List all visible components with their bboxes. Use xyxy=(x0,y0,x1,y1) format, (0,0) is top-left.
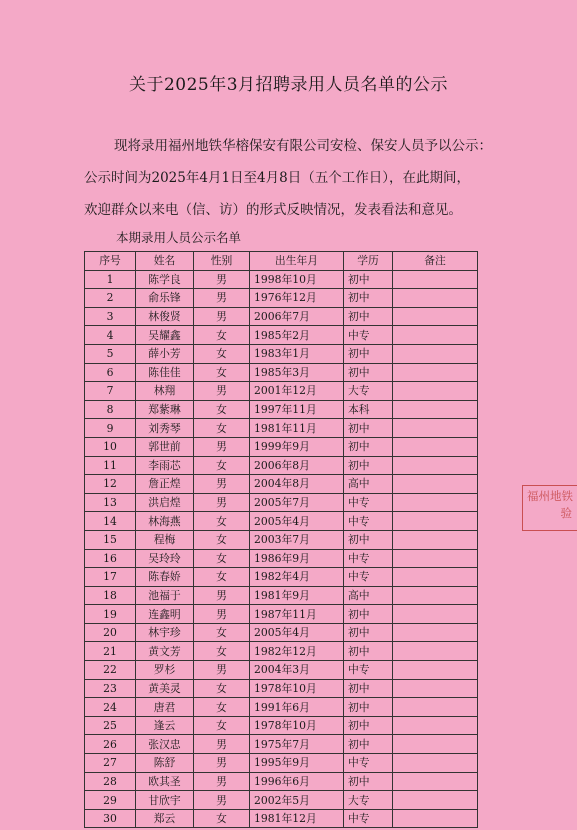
cell-gender: 女 xyxy=(194,568,250,587)
cell-name: 张汉忠 xyxy=(136,735,194,754)
cell-seq: 18 xyxy=(85,586,136,605)
cell-name: 池福于 xyxy=(136,586,194,605)
cell-remarks xyxy=(393,270,478,289)
cell-birth: 2005年7月 xyxy=(250,493,344,512)
cell-education: 中专 xyxy=(344,549,393,568)
cell-gender: 女 xyxy=(194,512,250,531)
cell-birth: 1976年12月 xyxy=(250,289,344,308)
cell-gender: 女 xyxy=(194,344,250,363)
cell-birth: 1987年11月 xyxy=(250,605,344,624)
cell-remarks xyxy=(393,791,478,810)
cell-seq: 3 xyxy=(85,307,136,326)
cell-seq: 16 xyxy=(85,549,136,568)
cell-education: 中专 xyxy=(344,568,393,587)
cell-seq: 9 xyxy=(85,419,136,438)
cell-education: 初中 xyxy=(344,307,393,326)
cell-education: 初中 xyxy=(344,605,393,624)
cell-remarks xyxy=(393,475,478,494)
cell-birth: 1981年11月 xyxy=(250,419,344,438)
cell-remarks xyxy=(393,642,478,661)
cell-name: 洪启煌 xyxy=(136,493,194,512)
table-row xyxy=(85,307,478,326)
cell-name: 黄美灵 xyxy=(136,679,194,698)
table-row xyxy=(85,363,478,382)
header-name: 姓名 xyxy=(136,252,194,271)
cell-gender: 女 xyxy=(194,530,250,549)
table-row xyxy=(85,549,478,568)
cell-name: 黄文芳 xyxy=(136,642,194,661)
cell-seq: 5 xyxy=(85,344,136,363)
cell-education: 中专 xyxy=(344,661,393,680)
table-row xyxy=(85,382,478,401)
cell-name: 詹正煌 xyxy=(136,475,194,494)
cell-seq: 7 xyxy=(85,382,136,401)
cell-gender: 男 xyxy=(194,661,250,680)
cell-name: 连鑫明 xyxy=(136,605,194,624)
cell-gender: 女 xyxy=(194,456,250,475)
cell-remarks xyxy=(393,679,478,698)
cell-remarks xyxy=(393,400,478,419)
cell-birth: 2003年7月 xyxy=(250,530,344,549)
cell-remarks xyxy=(393,605,478,624)
table-header-row xyxy=(85,252,478,271)
cell-gender: 女 xyxy=(194,400,250,419)
cell-gender: 男 xyxy=(194,382,250,401)
table-row xyxy=(85,326,478,345)
cell-education: 初中 xyxy=(344,716,393,735)
cell-education: 本科 xyxy=(344,400,393,419)
cell-gender: 女 xyxy=(194,549,250,568)
cell-gender: 女 xyxy=(194,363,250,382)
cell-name: 薛小芳 xyxy=(136,344,194,363)
cell-name: 陈佳佳 xyxy=(136,363,194,382)
cell-gender: 男 xyxy=(194,772,250,791)
cell-seq: 15 xyxy=(85,530,136,549)
cell-name: 李雨芯 xyxy=(136,456,194,475)
cell-education: 初中 xyxy=(344,679,393,698)
table-row xyxy=(85,270,478,289)
cell-remarks xyxy=(393,586,478,605)
notice-paragraph-2: 公示时间为2025年4月1日至4月8日（五个工作日），在此期间， xyxy=(84,170,470,186)
cell-remarks xyxy=(393,326,478,345)
table-row xyxy=(85,754,478,773)
table-row xyxy=(85,456,478,475)
cell-education: 高中 xyxy=(344,586,393,605)
cell-name: 林宇珍 xyxy=(136,623,194,642)
cell-education: 中专 xyxy=(344,326,393,345)
cell-education: 大专 xyxy=(344,791,393,810)
cell-seq: 2 xyxy=(85,289,136,308)
cell-birth: 1998年10月 xyxy=(250,270,344,289)
cell-name: 陈学良 xyxy=(136,270,194,289)
table-row xyxy=(85,512,478,531)
cell-gender: 女 xyxy=(194,698,250,717)
cell-birth: 1982年12月 xyxy=(250,642,344,661)
cell-education: 初中 xyxy=(344,437,393,456)
cell-seq: 25 xyxy=(85,716,136,735)
cell-name: 陈春娇 xyxy=(136,568,194,587)
cell-birth: 1997年11月 xyxy=(250,400,344,419)
cell-remarks xyxy=(393,530,478,549)
table-row xyxy=(85,419,478,438)
table-row xyxy=(85,475,478,494)
cell-education: 中专 xyxy=(344,809,393,828)
cell-gender: 女 xyxy=(194,809,250,828)
cell-remarks xyxy=(393,437,478,456)
cell-gender: 女 xyxy=(194,716,250,735)
cell-gender: 女 xyxy=(194,642,250,661)
cell-birth: 2002年5月 xyxy=(250,791,344,810)
document-title: 关于2025年3月招聘录用人员名单的公示 xyxy=(128,75,449,95)
cell-gender: 男 xyxy=(194,493,250,512)
cell-gender: 男 xyxy=(194,270,250,289)
cell-remarks xyxy=(393,456,478,475)
table-row xyxy=(85,530,478,549)
cell-birth: 1981年12月 xyxy=(250,809,344,828)
cell-seq: 17 xyxy=(85,568,136,587)
table-row xyxy=(85,661,478,680)
cell-education: 初中 xyxy=(344,456,393,475)
cell-seq: 28 xyxy=(85,772,136,791)
cell-education: 中专 xyxy=(344,754,393,773)
cell-birth: 1986年9月 xyxy=(250,549,344,568)
table-row xyxy=(85,735,478,754)
cell-name: 林翔 xyxy=(136,382,194,401)
table-row xyxy=(85,400,478,419)
cell-birth: 1978年10月 xyxy=(250,716,344,735)
table-row xyxy=(85,437,478,456)
table-caption: 本期录用人员公示名单 xyxy=(116,230,242,245)
cell-gender: 男 xyxy=(194,307,250,326)
cell-education: 初中 xyxy=(344,623,393,642)
cell-birth: 2005年4月 xyxy=(250,512,344,531)
cell-name: 刘秀琴 xyxy=(136,419,194,438)
cell-birth: 1981年9月 xyxy=(250,586,344,605)
header-education: 学历 xyxy=(344,252,393,271)
cell-name: 罗杉 xyxy=(136,661,194,680)
cell-education: 初中 xyxy=(344,419,393,438)
cell-education: 初中 xyxy=(344,530,393,549)
cell-gender: 女 xyxy=(194,326,250,345)
cell-remarks xyxy=(393,661,478,680)
cell-birth: 1985年3月 xyxy=(250,363,344,382)
cell-remarks xyxy=(393,623,478,642)
cell-gender: 男 xyxy=(194,754,250,773)
cell-seq: 26 xyxy=(85,735,136,754)
cell-remarks xyxy=(393,549,478,568)
cell-education: 初中 xyxy=(344,735,393,754)
cell-seq: 21 xyxy=(85,642,136,661)
cell-seq: 8 xyxy=(85,400,136,419)
cell-remarks xyxy=(393,754,478,773)
table-row xyxy=(85,605,478,624)
header-gender: 性别 xyxy=(194,252,250,271)
cell-seq: 11 xyxy=(85,456,136,475)
cell-remarks xyxy=(393,735,478,754)
cell-seq: 24 xyxy=(85,698,136,717)
cell-seq: 1 xyxy=(85,270,136,289)
cell-birth: 1975年7月 xyxy=(250,735,344,754)
cell-gender: 女 xyxy=(194,623,250,642)
cell-name: 逢云 xyxy=(136,716,194,735)
cell-seq: 22 xyxy=(85,661,136,680)
notice-paragraph-1: 现将录用福州地铁华榕保安有限公司安检、保安人员予以公示： xyxy=(114,138,492,154)
cell-education: 初中 xyxy=(344,289,393,308)
company-seal-stamp xyxy=(522,485,577,531)
cell-remarks xyxy=(393,809,478,828)
cell-name: 欧其圣 xyxy=(136,772,194,791)
cell-name: 林俊贤 xyxy=(136,307,194,326)
cell-education: 初中 xyxy=(344,270,393,289)
header-birth: 出生年月 xyxy=(250,252,344,271)
cell-remarks xyxy=(393,568,478,587)
cell-remarks xyxy=(393,772,478,791)
cell-birth: 2001年12月 xyxy=(250,382,344,401)
cell-birth: 1985年2月 xyxy=(250,326,344,345)
cell-education: 初中 xyxy=(344,772,393,791)
cell-remarks xyxy=(393,382,478,401)
cell-name: 吴耀鑫 xyxy=(136,326,194,345)
table-row xyxy=(85,716,478,735)
cell-gender: 男 xyxy=(194,437,250,456)
cell-gender: 男 xyxy=(194,475,250,494)
cell-name: 俞乐锋 xyxy=(136,289,194,308)
cell-gender: 男 xyxy=(194,586,250,605)
cell-remarks xyxy=(393,698,478,717)
cell-name: 郑云 xyxy=(136,809,194,828)
cell-gender: 男 xyxy=(194,605,250,624)
table-row xyxy=(85,642,478,661)
cell-gender: 女 xyxy=(194,679,250,698)
seal-text-line-2: 验 xyxy=(560,506,572,520)
cell-birth: 1999年9月 xyxy=(250,437,344,456)
notice-paragraph-3: 欢迎群众以来电（信、访）的形式反映情况，发表看法和意见。 xyxy=(84,202,462,218)
cell-remarks xyxy=(393,716,478,735)
cell-remarks xyxy=(393,289,478,308)
header-remarks: 备注 xyxy=(393,252,478,271)
cell-birth: 1991年6月 xyxy=(250,698,344,717)
table-row xyxy=(85,289,478,308)
table-row xyxy=(85,493,478,512)
cell-birth: 2004年8月 xyxy=(250,475,344,494)
table-row xyxy=(85,568,478,587)
cell-name: 陈舒 xyxy=(136,754,194,773)
cell-birth: 1995年9月 xyxy=(250,754,344,773)
hire-roster-table xyxy=(84,251,478,828)
cell-seq: 12 xyxy=(85,475,136,494)
cell-seq: 13 xyxy=(85,493,136,512)
cell-education: 初中 xyxy=(344,344,393,363)
cell-remarks xyxy=(393,344,478,363)
table-row xyxy=(85,698,478,717)
cell-seq: 30 xyxy=(85,809,136,828)
cell-remarks xyxy=(393,363,478,382)
table-row xyxy=(85,586,478,605)
table-row xyxy=(85,809,478,828)
cell-birth: 1996年6月 xyxy=(250,772,344,791)
cell-birth: 1982年4月 xyxy=(250,568,344,587)
cell-birth: 2005年4月 xyxy=(250,623,344,642)
cell-seq: 20 xyxy=(85,623,136,642)
cell-remarks xyxy=(393,493,478,512)
cell-remarks xyxy=(393,307,478,326)
cell-education: 初中 xyxy=(344,698,393,717)
cell-remarks xyxy=(393,512,478,531)
cell-gender: 男 xyxy=(194,289,250,308)
cell-seq: 19 xyxy=(85,605,136,624)
table-row xyxy=(85,344,478,363)
header-seq: 序号 xyxy=(85,252,136,271)
cell-seq: 27 xyxy=(85,754,136,773)
cell-education: 初中 xyxy=(344,363,393,382)
cell-name: 林海燕 xyxy=(136,512,194,531)
cell-birth: 1983年1月 xyxy=(250,344,344,363)
table-row xyxy=(85,623,478,642)
table-row xyxy=(85,772,478,791)
table-row xyxy=(85,679,478,698)
cell-seq: 4 xyxy=(85,326,136,345)
cell-seq: 29 xyxy=(85,791,136,810)
cell-name: 甘欣宇 xyxy=(136,791,194,810)
cell-education: 中专 xyxy=(344,493,393,512)
cell-gender: 女 xyxy=(194,419,250,438)
cell-name: 郑紫琳 xyxy=(136,400,194,419)
cell-gender: 男 xyxy=(194,735,250,754)
table-row xyxy=(85,791,478,810)
cell-name: 程梅 xyxy=(136,530,194,549)
cell-birth: 2006年7月 xyxy=(250,307,344,326)
cell-name: 吴玲玲 xyxy=(136,549,194,568)
cell-seq: 23 xyxy=(85,679,136,698)
cell-seq: 10 xyxy=(85,437,136,456)
cell-education: 高中 xyxy=(344,475,393,494)
cell-remarks xyxy=(393,419,478,438)
cell-education: 中专 xyxy=(344,512,393,531)
cell-name: 郭世前 xyxy=(136,437,194,456)
cell-name: 唐君 xyxy=(136,698,194,717)
cell-seq: 6 xyxy=(85,363,136,382)
cell-education: 大专 xyxy=(344,382,393,401)
cell-gender: 男 xyxy=(194,791,250,810)
seal-text-line-1: 福州地铁 xyxy=(527,489,573,503)
cell-birth: 2006年8月 xyxy=(250,456,344,475)
cell-education: 初中 xyxy=(344,642,393,661)
cell-birth: 1978年10月 xyxy=(250,679,344,698)
cell-birth: 2004年3月 xyxy=(250,661,344,680)
cell-seq: 14 xyxy=(85,512,136,531)
